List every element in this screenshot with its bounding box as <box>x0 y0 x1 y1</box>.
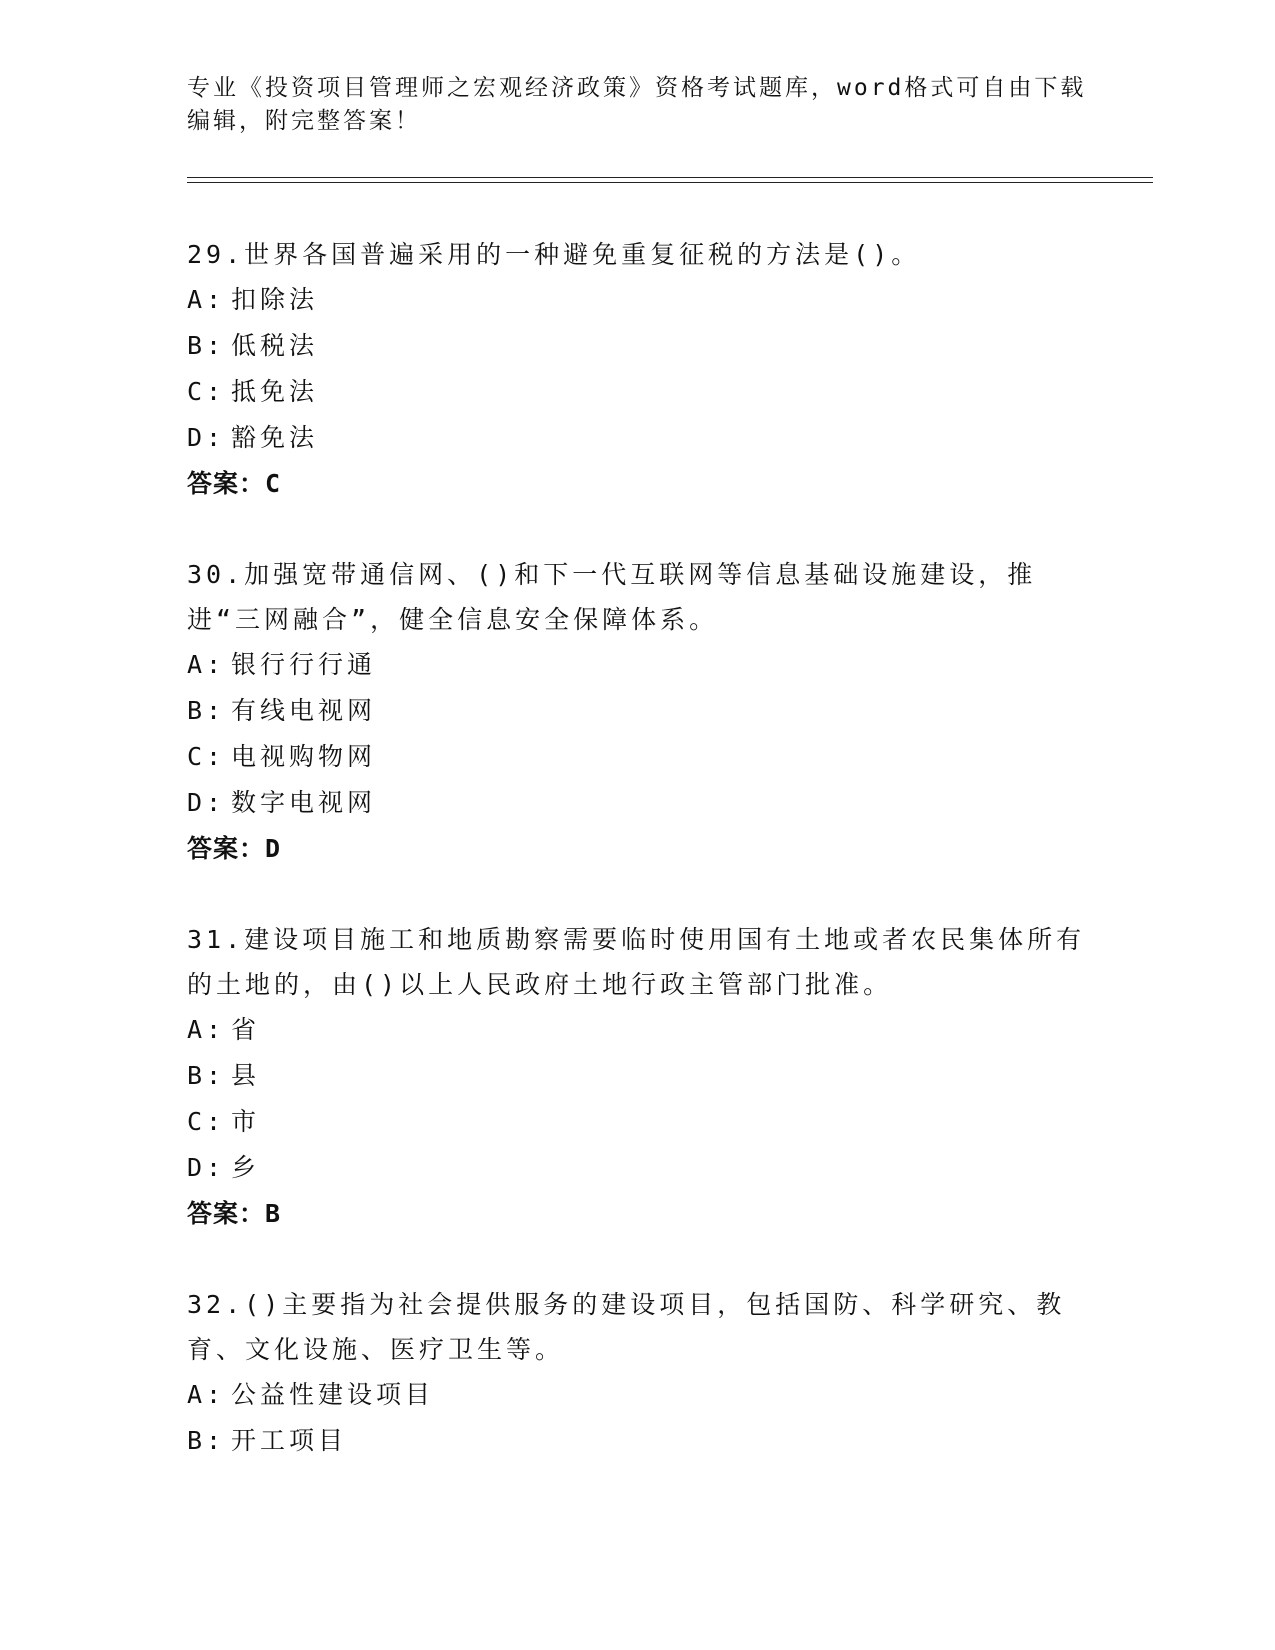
question-31 <box>187 917 1087 1237</box>
option-text: 乡 <box>231 1153 261 1182</box>
option-d <box>187 1145 1087 1191</box>
option-key: A: <box>187 1015 226 1044</box>
option-a <box>187 1007 1087 1053</box>
option-text: 抵免法 <box>231 377 319 406</box>
option-text: 扣除法 <box>231 285 319 314</box>
option-text: 数字电视网 <box>231 788 377 817</box>
option-key: B: <box>187 1061 226 1090</box>
option-key: C: <box>187 377 226 406</box>
option-key: D: <box>187 788 226 817</box>
question-stem: 30.加强宽带通信网、()和下一代互联网等信息基础设施建设，推进“三网融合”，健全信息安全保障体系。 <box>187 560 1037 634</box>
option-text: 市 <box>231 1107 261 1136</box>
option-text: 有线电视网 <box>231 696 377 725</box>
option-key: B: <box>187 1426 226 1455</box>
option-text: 开工项目 <box>231 1426 348 1455</box>
question-stem: 29.世界各国普遍采用的一种避免重复征税的方法是()。 <box>187 240 921 269</box>
option-key: D: <box>187 423 226 452</box>
header-divider-bottom <box>187 182 1153 183</box>
option-text: 低税法 <box>231 331 319 360</box>
option-key: B: <box>187 696 226 725</box>
question-29 <box>187 232 1087 507</box>
option-text: 银行行行通 <box>231 650 377 679</box>
option-key: C: <box>187 742 226 771</box>
header-divider-top <box>187 177 1153 178</box>
option-key: A: <box>187 285 226 314</box>
option-key: B: <box>187 331 226 360</box>
question-30 <box>187 552 1087 872</box>
option-d <box>187 780 1087 826</box>
answer-text: 答案：C <box>187 469 282 498</box>
question-32 <box>187 1282 1087 1464</box>
question-stem: 31.建设项目施工和地质勘察需要临时使用国有土地或者农民集体所有的土地的，由()以上人民政府土地行政主管部门批准。 <box>187 925 1086 999</box>
option-a <box>187 277 1087 323</box>
option-key: A: <box>187 650 226 679</box>
option-key: C: <box>187 1107 226 1136</box>
option-a <box>187 1372 1087 1418</box>
option-text: 省 <box>231 1015 261 1044</box>
option-text: 电视购物网 <box>231 742 377 771</box>
option-c <box>187 369 1087 415</box>
option-d <box>187 415 1087 461</box>
answer-text: 答案：B <box>187 1199 282 1228</box>
option-b <box>187 323 1087 369</box>
option-b <box>187 688 1087 734</box>
question-stem: 32.()主要指为社会提供服务的建设项目，包括国防、科学研究、教育、文化设施、医疗卫生等。 <box>187 1290 1066 1364</box>
option-a <box>187 642 1087 688</box>
option-key: A: <box>187 1380 226 1409</box>
answer-text: 答案：D <box>187 834 282 863</box>
document-header: 专业《投资项目管理师之宏观经济政策》资格考试题库，word格式可自由下载编辑，附完整答案！ <box>187 75 1087 134</box>
option-b <box>187 1053 1087 1099</box>
option-text: 豁免法 <box>231 423 319 452</box>
option-c <box>187 1099 1087 1145</box>
option-b <box>187 1418 1087 1464</box>
option-text: 县 <box>231 1061 261 1090</box>
option-c <box>187 734 1087 780</box>
option-key: D: <box>187 1153 226 1182</box>
option-text: 公益性建设项目 <box>231 1380 435 1409</box>
